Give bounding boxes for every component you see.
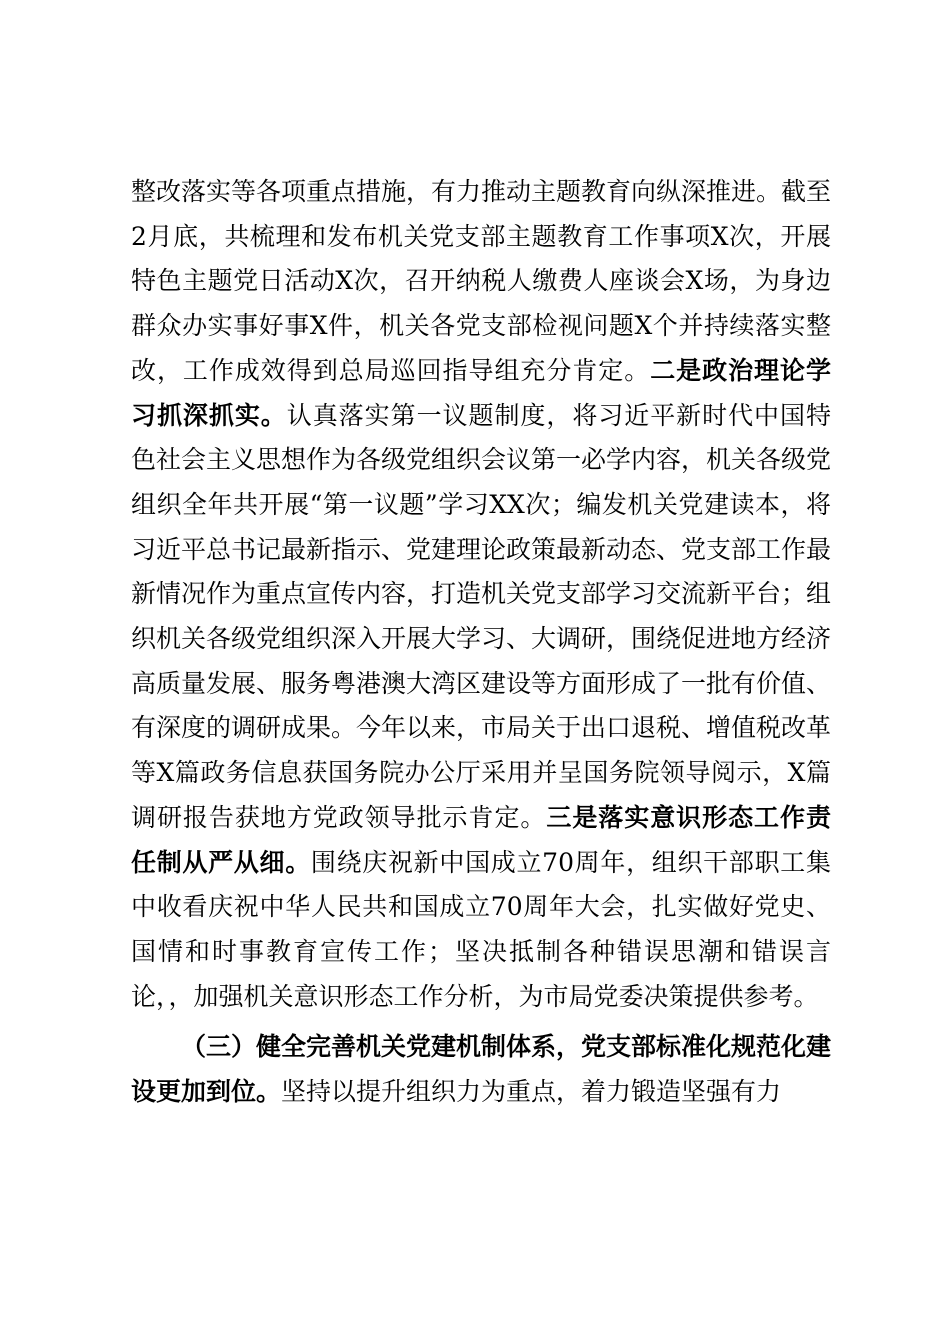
text-run: 坚持以提升组织力为重点，着力锻造坚强有力 (281, 1077, 782, 1107)
section-heading-run: （三）健全完善机关党建机制体系，党支部标准化规范化建设更加到位。 (131, 1032, 832, 1107)
heading-run-political-study: 二是政治理论学习抓深抓实。 (131, 355, 831, 430)
text-run: 围绕庆祝新中国成立70周年，组织干部职工集中收看庆祝中华人民共和国成立70周年大会，扎实做好党史、国情和时事教育宣传工作；坚决抵制各种错误思潮和错误言论，，加强机关意识形态工作分析，为市局党委决策提供参考。 (131, 847, 831, 1011)
document-page (131, 170, 831, 1115)
body-paragraph-2 (131, 1025, 831, 1114)
text-run: 认真落实第一议题制度，将习近平新时代中国特色社会主义思想作为各级党组织会议第一必学内容，机关各级党组织全年共开展“第一议题”学习XX次；编发机关党建读本，将习近平总书记最新指示、党建理论政策最新动态、党支部工作最新情况作为重点宣传内容，打造机关党支部学习交流新平台；组织机关各级党组织深入开展大学习、大调研，围绕促进地方经济高质量发展、服务粤港澳大湾区建设等方面形成了一批有价值、有深度的调研成果。今年以来，市局关于出口退税、增值税改革等X篇政务信息获国务院办公厅采用并呈国务院领导阅示，X篇调研报告获地方党政领导批示肯定。 (131, 400, 832, 832)
body-paragraph-1 (131, 170, 831, 1019)
heading-run-ideology-responsibility: 三是落实意识形态工作责任制从严从细。 (131, 802, 831, 877)
text-run: 整改落实等各项重点措施，有力推动主题教育向纵深推进。截至2月底，共梳理和发布机关党支部主题教育工作事项X次，开展特色主题党日活动X次，召开纳税人缴费人座谈会X场，为身边群众办实事好事X件，机关各党支部检视问题X个并持续落实整改，工作成效得到总局巡回指导组充分肯定。 (131, 177, 832, 385)
